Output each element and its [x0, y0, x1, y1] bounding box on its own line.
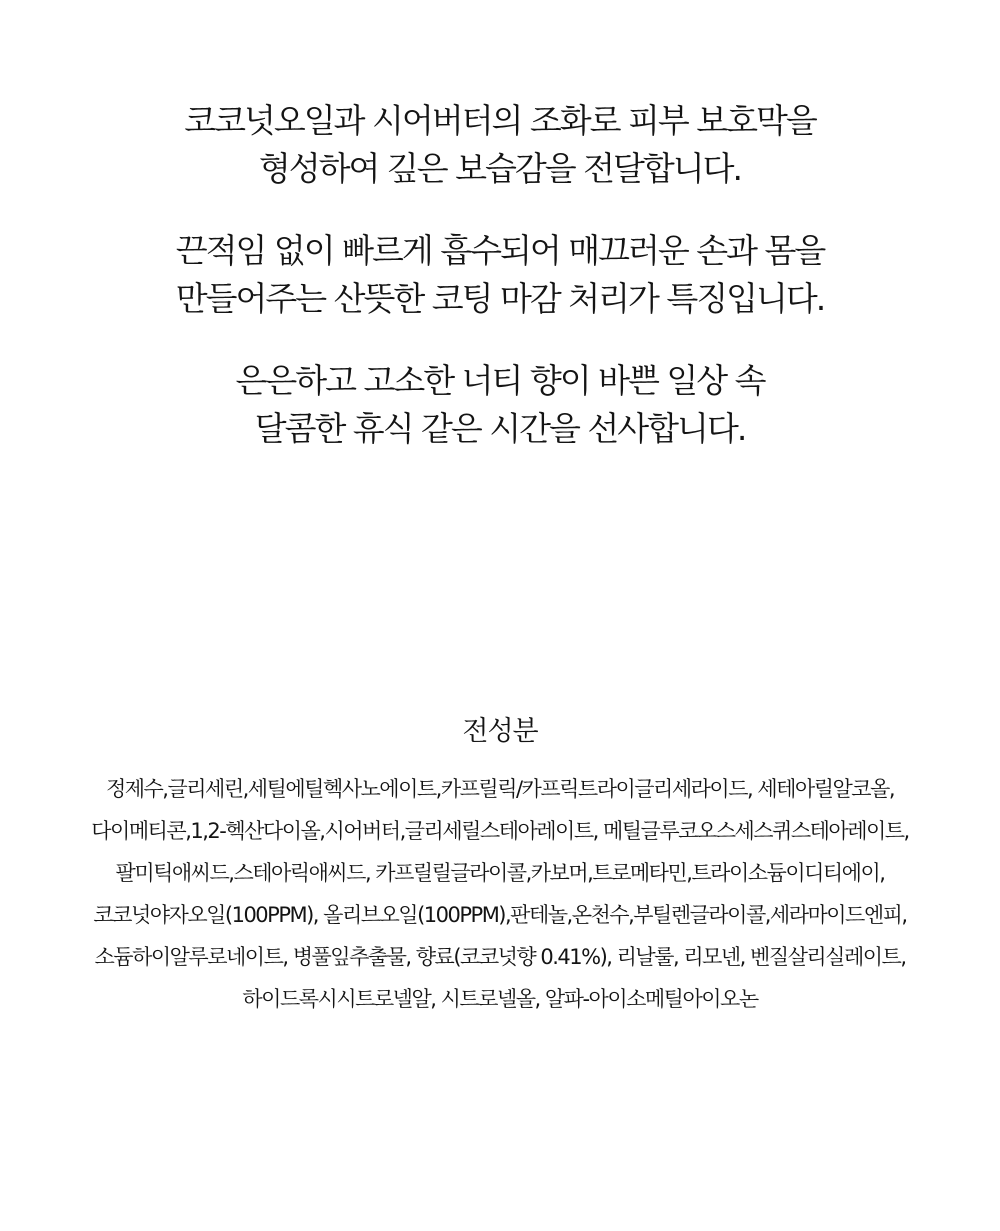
description-paragraph-scent [0, 357, 1000, 453]
ingredients-line: 다이메티콘,1,2-헥산다이올,시어버터,글리세릴스테아레이트, 메틸글루코오스세스퀴스테아레이트, [91, 819, 909, 843]
description-paragraph-texture [0, 227, 1000, 323]
description-line: 은은하고 고소한 너티 향이 바쁜 일상 속 [235, 361, 765, 400]
product-description [0, 97, 1000, 487]
description-line: 코코넛오일과 시어버터의 조화로 피부 보호막을 [184, 101, 816, 140]
ingredients-line: 정제수,글리세린,세틸에틸헥사노에이트,카프릴릭/카프릭트라이글리세라이드, 세테아릴알코올, [105, 777, 895, 801]
ingredients-line: 하이드록시시트로넬알, 시트로넬올, 알파-아이소메틸아이오논 [242, 987, 758, 1011]
ingredients-line: 팔미틱애씨드,스테아릭애씨드, 카프릴릴글라이콜,카보머,트로메타민,트라이소듐이디티에이, [115, 861, 885, 885]
description-line: 만들어주는 산뜻한 코팅 마감 처리가 특징입니다. [175, 279, 825, 318]
description-line: 끈적임 없이 빠르게 흡수되어 매끄러운 손과 몸을 [175, 231, 825, 270]
description-paragraph-moisture [0, 97, 1000, 193]
ingredients-line: 코코넛야자오일(100PPM), 올리브오일(100PPM),판테놀,온천수,부틸렌글라이콜,세라마이드엔피, [93, 903, 907, 927]
description-line: 달콤한 휴식 같은 시간을 선사합니다. [254, 409, 746, 448]
ingredients-title: 전성분 [462, 716, 538, 747]
description-line: 형성하여 깊은 보습감을 전달합니다. [258, 149, 742, 188]
ingredients-line: 소듐하이알루로네이트, 병풀잎추출물, 향료(코코넛향 0.41%), 리날룰, 리모넨, 벤질살리실레이트, [94, 945, 906, 969]
ingredients-section [0, 710, 1000, 1020]
